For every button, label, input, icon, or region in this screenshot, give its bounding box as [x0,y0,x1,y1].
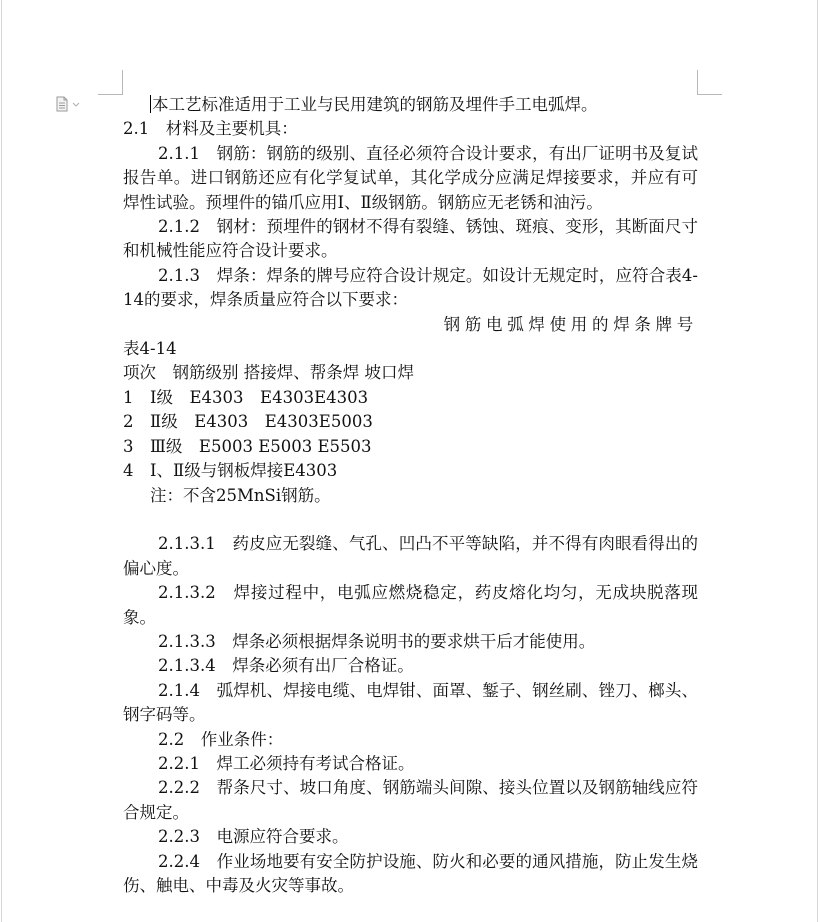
crop-mark-top-right [697,70,722,95]
text-cursor [150,95,151,113]
table-row: 2 Ⅱ级 E4303 E4303E5003 [123,412,373,432]
table-header: 项次 钢筋级别 搭接焊、帮条焊 坡口焊 [123,363,414,383]
table-number: 表4-14 [123,339,177,359]
page-edge-left [1,0,2,922]
paragraph-2-2-2: 2.2.2 帮条尺寸、坡口角度、钢筋端头间隙、接头位置以及钢筋轴线应符合规定。 [123,778,698,822]
paragraph-2-2-4: 2.2.4 作业场地要有安全防护设施、防火和必要的通风措施，防止发生烧伤、触电、中毒及火灾等事故。 [123,851,698,895]
heading-2-1: 2.1 材料及主要机具： [123,119,298,139]
table-row: 1 Ⅰ级 E4303 E4303E4303 [123,387,369,407]
table-row: 3 Ⅲ级 E5003 E5003 E5503 [123,436,372,456]
paragraph-2-1-3-4: 2.1.3.4 焊条必须有出厂合格证。 [158,656,414,676]
document-body[interactable] [123,93,698,898]
paragraph-2-2-3: 2.2.3 电源应符合要求。 [158,827,349,847]
table-title: 钢筋电弧焊使用的焊条牌号 [443,314,698,334]
table-row: 4 Ⅰ、Ⅱ级与钢板焊接E4303 [123,461,338,481]
table-note: 注：不含25MnSi钢筋。 [150,485,331,505]
paragraph-2-2-1: 2.2.1 焊工必须持有考试合格证。 [158,753,415,773]
paragraph-2-1-4: 2.1.4 弧焊机、焊接电缆、电焊钳、面罩、錾子、钢丝刷、锉刀、榔头、钢字码等。 [123,680,698,725]
document-icon[interactable] [56,96,82,112]
page-edge-right [817,0,818,922]
paragraph-2-1-3: 2.1.3 焊条：焊条的牌号应符合设计规定。如设计无规定时，应符合表4-14的要求，焊条质量应符合以下要求： [123,265,698,310]
heading-2-2: 2.2 作业条件： [158,729,284,749]
paragraph-2-1-3-1: 2.1.3.1 药皮应无裂缝、气孔、凹凸不平等缺陷，并不得有肉眼看得出的偏心度。 [123,534,698,578]
paragraph-2-1-3-3: 2.1.3.3 焊条必须根据焊条说明书的要求烘干后才能使用。 [158,631,596,651]
blank-line [123,508,698,532]
paragraph-2-1-2: 2.1.2 钢材：预埋件的钢材不得有裂缝、锈蚀、斑痕、变形，其断面尺寸和机械性能应符合设计要求。 [123,217,698,261]
paragraph-2-1-3-2: 2.1.3.2 焊接过程中，电弧应燃烧稳定，药皮熔化均匀，无成块脱落现象。 [123,583,698,627]
paragraph-2-1-1: 2.1.1 钢筋：钢筋的级别、直径必须符合设计要求，有出厂证明书及复试报告单。进口钢筋还应有化学复试单，其化学成分应满足焊接要求，并应有可焊性试验。预埋件的锚爪应用Ⅰ、Ⅱ级钢筋。钢筋应无老锈和油污。 [123,143,698,212]
crop-mark-top-left [98,70,123,95]
intro-paragraph: 本工艺标准适用于工业与民用建筑的钢筋及埋件手工电弧焊。 [152,95,598,114]
